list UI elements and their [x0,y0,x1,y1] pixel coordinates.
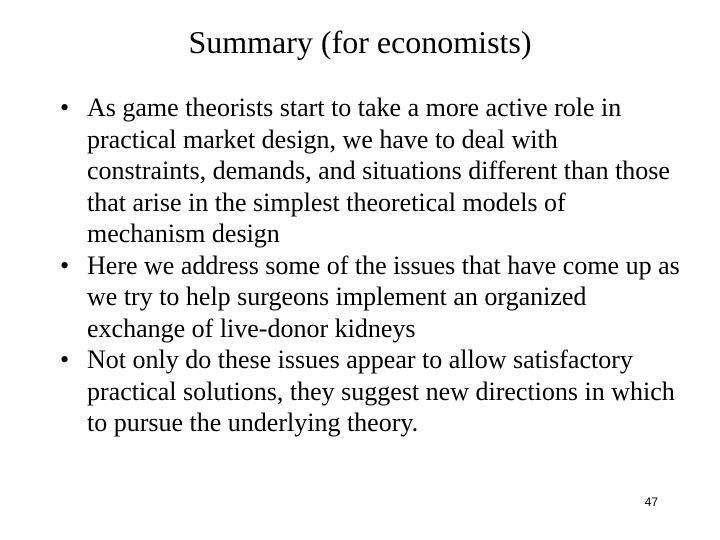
bullet-marker: • [60,250,70,280]
bullet-list [60,92,680,439]
bullet-item [60,92,680,250]
slide-title: Summary (for economists) [188,24,532,60]
bullet-item [60,250,680,345]
bullet-text: Not only do these issues appear to allow satisfactory practical solutions, they suggest new directions in which to pursue the underlying theory. [87,345,675,437]
bullet-text: As game theorists start to take a more active role in practical market design, we have to deal with constraints, demands, and situations different than those that arise in the simplest theoretical models of mechanism design [87,93,670,248]
bullet-marker: • [60,345,70,374]
bullet-marker: • [60,93,70,122]
bullet-item [60,344,680,439]
bullet-text: Here we address some of the issues that have come up as we try to help surgeons implement an organized exchange of live-donor kidneys [87,250,680,343]
page-number: 47 [644,495,658,509]
